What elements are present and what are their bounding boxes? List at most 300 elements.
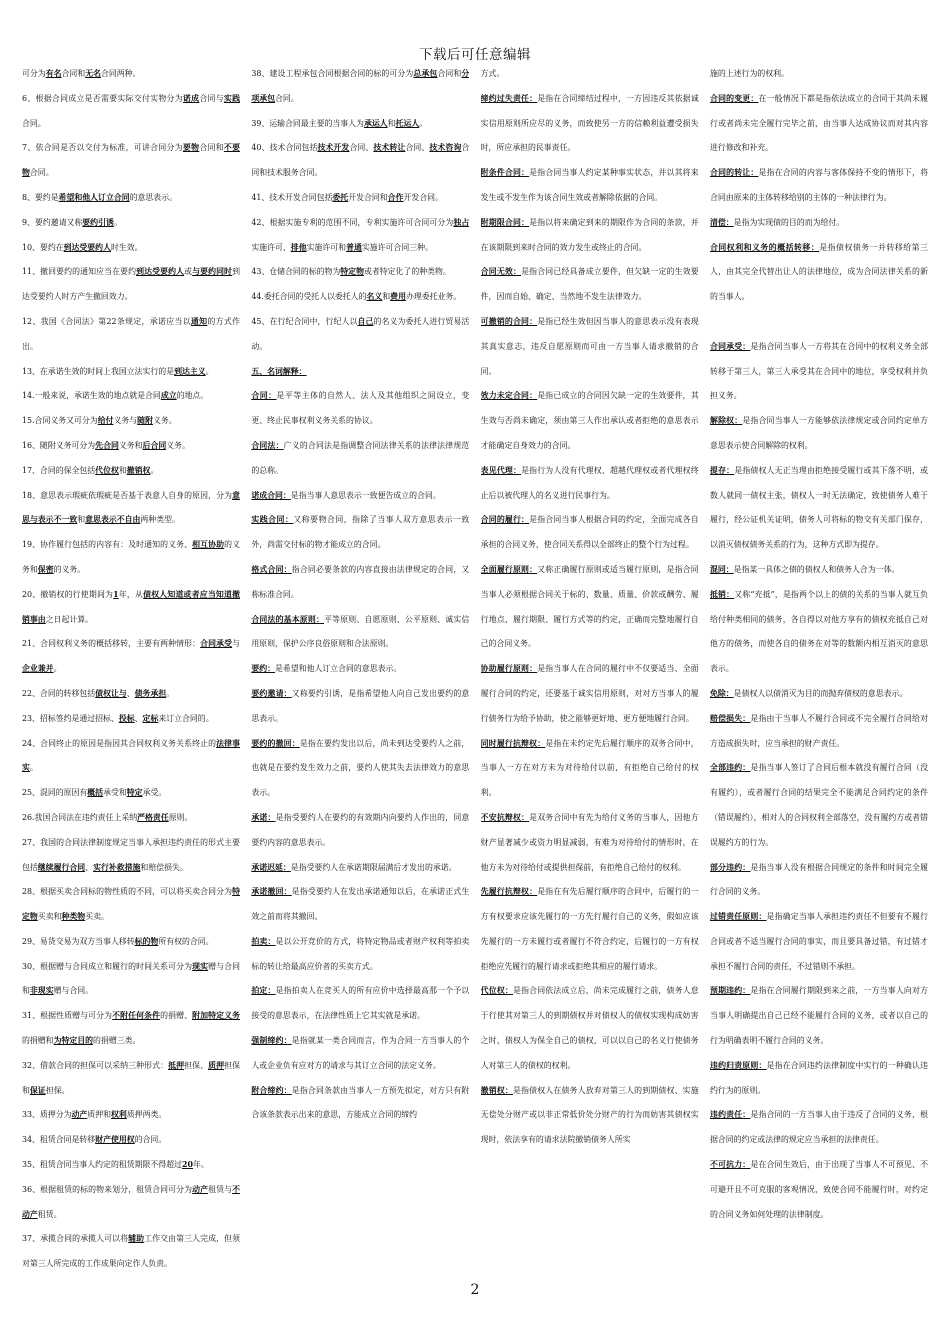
paragraph <box>481 260 699 310</box>
paragraph <box>22 880 240 930</box>
paragraph <box>481 211 699 261</box>
term-label: 要约的撤回： <box>251 738 300 748</box>
text-run: 买卖。 <box>85 912 109 922</box>
paragraph <box>710 1103 928 1153</box>
text-run: 质押两类。 <box>126 1110 167 1120</box>
paragraph <box>251 608 469 658</box>
text-run: 、 <box>134 713 143 723</box>
paragraph <box>481 806 699 880</box>
paragraph <box>710 856 928 906</box>
text-run: 是在合同生效后，由于出现了当事人不可预见、不可避开且不可克服的客观情况，致使合同不能履行时，对约定的合同义务如何处理的法律制度。 <box>709 1160 928 1219</box>
text-run: 年，从 <box>118 589 144 599</box>
text-run: 10、要约在 <box>22 242 64 252</box>
paragraph <box>22 707 240 732</box>
text-run: 是指债权债务一并转移给第三人，由其完全代替出让人的法律地位，成为合同法律关系的新的当事人。 <box>709 242 928 302</box>
paragraph <box>22 211 240 236</box>
text-run: 是指受要约人在要约的有效期内向要约人作出的，同意要约内容的意思表示。 <box>251 812 470 847</box>
term-label: 拍卖： <box>251 936 276 946</box>
answer-blank: 总承包 <box>413 69 438 78</box>
paragraph <box>251 434 469 484</box>
text-run: 合同、 <box>349 143 374 153</box>
paragraph <box>481 384 699 458</box>
term-label: 拍定： <box>251 986 276 996</box>
text-run: 的方式作出。 <box>22 316 240 351</box>
paragraph <box>481 62 699 87</box>
term-label: 协助履行原则： <box>480 664 538 674</box>
answer-blank: 无名 <box>85 69 101 78</box>
paragraph <box>251 806 469 856</box>
paragraph <box>22 136 240 186</box>
term-label: 预期违约： <box>709 986 751 996</box>
text-run: 或 <box>184 267 193 277</box>
paragraph <box>251 112 469 137</box>
term-label: 合同的转让： <box>709 168 759 178</box>
paragraph <box>22 1227 240 1277</box>
text-columns <box>22 62 928 1287</box>
term-label: 部分违约： <box>709 862 751 872</box>
text-run: 27、我国的合同法律制度规定当事人承担违约责任的形式主要包括 <box>22 837 240 872</box>
answer-blank: 随附 <box>137 416 153 426</box>
page-header: 下载后可任意编辑 <box>419 47 531 63</box>
text-run: 承受。 <box>142 788 167 798</box>
text-run: 义务。 <box>166 440 190 450</box>
text-run: 29、易货交易为双方当事人移转 <box>22 936 135 946</box>
paragraph <box>22 732 240 782</box>
text-run: 8、要约是 <box>22 192 59 202</box>
text-run: 是指拍卖人在竞买人的所有应价中选择最高那一个予以接受的意思表示，在法律性质上它其实就是承诺。 <box>251 986 470 1021</box>
term-label: 违约责任： <box>709 1110 751 1120</box>
text-run: 承受和 <box>103 788 127 798</box>
term-label: 格式合同： <box>251 564 292 574</box>
paragraph <box>22 955 240 1005</box>
text-run: 14.一般来说，承诺生效的地点就是合同 <box>22 391 161 401</box>
term-label: 全面履行原则： <box>480 564 538 574</box>
paragraph <box>251 682 469 732</box>
answer-blank: 委托 <box>332 192 349 202</box>
answer-blank: 希望和他人订立合同 <box>58 192 130 202</box>
text-run: 是指受要约人在承诺期限届满后才发出的承诺。 <box>290 862 457 872</box>
text-run: 、 <box>85 862 94 872</box>
answer-blank: 合作 <box>387 192 404 202</box>
text-run: 32、借款合同的担保可以采纳三种形式： <box>22 1060 169 1070</box>
text-run: 时生效。 <box>110 242 143 252</box>
answer-blank: 概括 <box>87 788 104 798</box>
text-run: 办理委托业务。 <box>405 292 462 302</box>
answer-blank: 代位权 <box>95 465 119 475</box>
term-label: 要约邀请： <box>251 688 292 698</box>
text-run: 是指就某一类合同而言，作为合同一方当事人的个人或企业负有应对方的请求与其订立合同的法定义务。 <box>251 1036 470 1070</box>
text-run: 。 <box>166 688 175 698</box>
term-label: 合同法的基本原则： <box>251 614 325 624</box>
answer-blank: 给付 <box>97 416 114 426</box>
answer-blank: 要约引诱 <box>82 217 114 227</box>
answer-blank: 后合同 <box>142 440 167 450</box>
text-run: 22、合同的转移包括 <box>22 688 96 698</box>
text-run: 36、根据租赁的标的物来划分，租赁合同可分为 <box>22 1184 193 1194</box>
paragraph <box>481 657 699 731</box>
text-run: 21、合同权利义务的概括移转，主要有两种情形： <box>22 639 201 649</box>
answer-blank: 相互协助 <box>192 540 225 550</box>
paragraph <box>251 979 469 1029</box>
term-label: 附合缔约： <box>251 1085 292 1095</box>
text-run: 合同与 <box>199 93 224 103</box>
answer-blank: 实行补救措施 <box>93 862 141 872</box>
text-run: 7、依合同是否以交付为标准，可讲合同分为 <box>22 143 183 153</box>
term-label: 表见代理： <box>480 465 522 475</box>
text-run: 实施许可合同三种。 <box>361 242 433 252</box>
text-run: 是指合同已经具备成立要件，但欠缺一定的生效要件，因而自始、确定、当然地不发生法律效力。 <box>480 267 699 302</box>
paragraph <box>22 260 240 310</box>
text-run: 是指某一具体之债的债权人和债务人合为一体。 <box>733 564 900 574</box>
term-label: 合同： <box>251 391 277 401</box>
term-label: 合同的变更： <box>709 93 759 103</box>
text-run: 41、技术开发合同包括 <box>251 192 333 202</box>
paragraph <box>22 806 240 831</box>
paragraph <box>710 236 928 310</box>
answer-blank: 质押 <box>208 1060 225 1070</box>
page-number: 2 <box>470 1282 480 1298</box>
answer-blank: 有名 <box>45 69 62 78</box>
term-label: 要约： <box>251 664 276 674</box>
text-run: 是指当事人意思表示一致便告成立的合同。 <box>290 490 441 500</box>
text-run: 来订立合同的。 <box>158 713 214 723</box>
text-run: 13、在承诺生效的时间上我国立法实行的是 <box>22 366 175 376</box>
term-label: 免除： <box>709 688 734 698</box>
text-run: 35、租赁合同当事人约定的租赁期限不得超过 <box>22 1160 182 1170</box>
paragraph <box>710 558 928 583</box>
answer-blank: 不要物 <box>22 143 240 178</box>
text-run: 之日起计算。 <box>45 614 94 624</box>
paragraph <box>22 186 240 211</box>
term-label: 不安抗辩权： <box>480 812 530 822</box>
text-run: 质押和 <box>87 1110 111 1120</box>
text-run: 两种类型。 <box>140 515 180 525</box>
term-label: 同时履行抗辩权： <box>480 738 546 748</box>
text-run: 是指合同的一方当事人由于违反了合同的义务，根据合同的约定或法律的规定应当承担的法律责任。 <box>709 1110 928 1145</box>
answer-blank: 先合同 <box>95 440 119 450</box>
answer-blank: 为特定目的 <box>53 1036 94 1046</box>
answer-blank: 现实 <box>192 961 209 971</box>
text-run: 是指行为人没有代理权、超越代理权或者代理权终止后以被代理人的名义进行民事行为。 <box>480 465 699 500</box>
text-run: 租赁。 <box>37 1209 62 1219</box>
text-run: 。 <box>150 465 159 475</box>
text-run: 是指在未约定先后履行顺序的双务合同中，当事人一方在对方未为对待给付以前，有拒绝自己给付的权利。 <box>480 738 699 798</box>
answer-blank: 排他 <box>290 242 307 252</box>
paragraph <box>710 87 928 161</box>
answer-blank: 自己 <box>357 316 374 326</box>
text-run: 。 <box>419 118 428 128</box>
answer-blank: 意思与表示不一致 <box>22 490 240 525</box>
term-label: 不可抗力： <box>709 1160 751 1170</box>
text-run: 和赔偿损失。 <box>140 862 188 872</box>
term-label: 诺成合同： <box>251 490 291 500</box>
paragraph <box>22 484 240 534</box>
paragraph <box>481 310 699 384</box>
paragraph <box>22 1054 240 1104</box>
paragraph <box>251 1029 469 1079</box>
text-run: 24、合同终止的原因是指因其合同权利义务关系终止的 <box>22 738 217 748</box>
text-run: 15.合同义务又可分为 <box>22 416 98 426</box>
answer-blank: 普通 <box>346 242 362 252</box>
term-label: 缔约过失责任： <box>480 93 538 103</box>
paragraph <box>22 930 240 955</box>
paragraph <box>481 880 699 979</box>
text-run: 是指债权人在债务人放弃对第三人的到期债权、实施无偿处分财产或以非正常低价处分财产的行为而妨害其债权实现时，依法享有的请求法院撤销债务人所实 <box>480 1085 699 1145</box>
text-run: 合同。 <box>275 93 299 103</box>
paragraph <box>251 360 469 385</box>
answer-blank: 企业兼并 <box>22 664 54 674</box>
term-label: 承诺迟延： <box>251 862 291 872</box>
paragraph <box>710 161 928 211</box>
text-run: 买卖和 <box>37 912 62 922</box>
answer-blank: 债权人知道或者应当知道撤销事由 <box>22 589 240 624</box>
text-run: 是指在要约发出以后，尚未到达受要约人之前，也就是在要约发生效力之前，要约人使其失去法律效力的意思表示。 <box>251 738 470 798</box>
answer-blank: 特定物 <box>340 267 364 277</box>
text-run: 在一般情况下都是指依法成立的合同于其尚未履行或者尚未完全履行完毕之前，由当事人达成协议而对其内容进行修改和补充。 <box>709 93 928 153</box>
paragraph <box>251 657 469 682</box>
text-run: 是指确定当事人承担违约责任不但要有不履行合同或者不适当履行合同的事实，而且要具备过错，有过错才承担不履行合同的责任，不过错则不承担。 <box>709 912 928 971</box>
answer-blank: 分项承包 <box>251 69 470 103</box>
answer-blank: 特定物 <box>22 887 240 922</box>
text-run: 是指合同当事人一方能够依法律规定或合同约定单方意思表示使合同解除的权利。 <box>709 416 928 450</box>
text-run: 是指当事人没有根据合同规定的条件和时间完全履行合同的义务。 <box>709 862 928 897</box>
answer-blank: 不附任何条件 <box>112 1011 161 1021</box>
term-label: 代位权： <box>480 986 513 996</box>
term-label: 全部违约： <box>709 763 751 773</box>
text-run: 实施许可、 <box>251 242 291 252</box>
text-run: 是指合同当事人一方将其在合同中的权利义务全部转移于第三人，第三人承受其在合同中的地位，享受权利并负担义务。 <box>709 341 928 401</box>
term-label: 混同： <box>709 564 734 574</box>
paragraph <box>710 756 928 855</box>
text-run: 16、随附义务可分为 <box>22 440 96 450</box>
term-label: 承诺： <box>251 812 276 822</box>
answer-blank: 诺成 <box>182 93 200 103</box>
text-run: 是以公开竞价的方式，将特定物品或者财产权利等拍卖标的转让给最高应价者的买卖方式。 <box>251 936 470 971</box>
term-label: 附条件合同： <box>480 168 530 178</box>
text-run: 是指在有先后履行顺序的合同中，后履行的一方有权要求应该先履行的一方先行履行自己的义务，假如应该先履行的一方未履行或者履行不符合约定，后履行的一方有权拒绝应先履行的履行请求或拒绝其相应的履行请求。 <box>480 887 699 971</box>
text-run: 开发合同。 <box>403 192 443 202</box>
text-run: 合同。 <box>29 168 54 178</box>
term-label: 强制缔约： <box>251 1036 292 1046</box>
text-run: 又称“充抵”，是指两个以上的债的关系的当事人就互负给付种类相同的债务，各自得以对他方享有的债权充抵自己对他方的债务，而使各自的债务在对等的数额内相互消灭的意思表示。 <box>709 589 928 674</box>
paragraph <box>710 211 928 236</box>
term-label: 合同承受： <box>709 341 751 351</box>
paragraph <box>251 558 469 608</box>
text-run: 40、技术合同包括 <box>251 143 318 153</box>
text-run: 又称要物合同，指除了当事人双方意思表示一致外，尚需交付标的物才能成立的合同。 <box>251 515 470 550</box>
paragraph <box>251 732 469 806</box>
text-run: 20、撤销权的行使期间为 <box>22 589 114 599</box>
paragraph <box>710 409 928 459</box>
term-label: 先履行抗辩权： <box>480 887 538 897</box>
text-run: 是希望和他人订立合同的意思表示。 <box>275 664 402 674</box>
term-label: 违约归责原则： <box>709 1060 767 1070</box>
paragraph <box>251 930 469 980</box>
column-2 <box>251 62 469 1287</box>
text-run: 和 <box>387 118 396 128</box>
text-run: 17、合同的保全包括 <box>22 465 96 475</box>
text-run: 又称要约引诱，是指希望他人向自己发出要约的意思表示。 <box>251 688 470 723</box>
term-label: 合同的履行： <box>480 515 530 525</box>
text-run: 是指合同当事人根据合同的约定，全面完成各自承担的合同义务，使合同关系得以全部终止的整个行为过程。 <box>480 515 699 550</box>
term-label: 赔偿损失： <box>709 713 751 723</box>
paragraph <box>481 459 699 509</box>
text-run: 合同、 <box>405 143 430 153</box>
answer-blank: 投标 <box>118 713 135 723</box>
text-run: 11、撤回要约的通知应当在要约 <box>22 267 137 277</box>
term-label: 抵销： <box>709 589 735 599</box>
answer-blank: 实践 <box>223 93 240 103</box>
paragraph <box>481 979 699 1078</box>
column-4 <box>710 62 928 1287</box>
paragraph <box>710 583 928 682</box>
text-run: 18、意思表示瑕疵依瑕疵是否基于表意人自身的原因，分为 <box>22 490 233 500</box>
column-1 <box>22 62 240 1287</box>
term-label: 提存： <box>709 465 735 475</box>
column-3 <box>481 62 699 1287</box>
text-run: 合同和 <box>437 69 462 78</box>
text-run: 45、在行纪合同中，行纪人以 <box>251 316 358 326</box>
term-label: 过错责任原则： <box>709 912 767 922</box>
answer-blank: 技术转让 <box>373 143 406 153</box>
answer-blank: 1 <box>113 589 119 599</box>
text-run: 是指当事人在合同的履行中不仅要适当、全面履行合同的约定，还要基于诚实信用原则，对对方当事人的履行债务行为给予协助，使之能够更好地、更方便地履行合同。 <box>480 664 699 723</box>
text-run: 23、招标签约是通过招标、 <box>22 713 119 723</box>
paragraph <box>710 459 928 558</box>
paragraph <box>251 260 469 285</box>
text-run: 担保。 <box>45 1085 70 1095</box>
paragraph <box>22 1103 240 1128</box>
answer-blank: 不动产 <box>22 1184 240 1219</box>
text-run: 。 <box>29 763 38 773</box>
paragraph <box>22 434 240 459</box>
paragraph <box>710 905 928 979</box>
text-run: 担保、 <box>184 1060 209 1070</box>
paragraph <box>251 310 469 360</box>
paragraph <box>251 484 469 509</box>
answer-blank: 到达受要约人 <box>63 242 111 252</box>
answer-blank: 费用 <box>390 292 406 302</box>
answer-blank: 辅助 <box>128 1234 145 1244</box>
text-run: 是指债权人无正当理由拒绝接受履行或其下落不明，或数人就同一债权主张，债权人一时无法确定，致使债务人难于履行，经公证机关证明，债务人可将标的物交有关部门保存，以消灭债权债务关系的行为，这种方式即为提存。 <box>709 465 928 550</box>
text-run: 是指受要约人在发出承诺通知以后，在承诺正式生效之前而将其撤回。 <box>251 887 470 922</box>
text-run: 所有权的合同。 <box>158 936 214 946</box>
text-run: 和 <box>77 515 86 525</box>
text-run: 。 <box>113 217 122 227</box>
text-run: 担保和 <box>22 1060 240 1095</box>
answer-blank: 财产使用权 <box>95 1135 135 1145</box>
text-run: 广义的合同法是指调整合同法律关系的法律法律规范的总称。 <box>251 440 470 475</box>
text-run: 方式。 <box>480 69 505 78</box>
text-run: 是指为实现债的目的而为给付。 <box>733 217 845 227</box>
text-run: 的名义为委托人进行贸易活动。 <box>251 316 470 351</box>
answer-blank: 与要约同时 <box>192 267 233 277</box>
paragraph <box>481 87 699 161</box>
paragraph <box>251 508 469 558</box>
text-run: 是指由于当事人不履行合同或不完全履行合同给对方造成损失时，应当承担的财产责任。 <box>709 713 928 748</box>
answer-blank: 五、名词解释： <box>251 366 307 376</box>
text-run: 的捐赠三类。 <box>93 1036 141 1046</box>
answer-blank: 意思表示不自由 <box>85 515 141 525</box>
text-run: 年。 <box>192 1160 209 1170</box>
text-run: 43、仓储合同的标的物为 <box>251 267 341 277</box>
answer-blank: 要物 <box>182 143 200 153</box>
text-run: 可分为 <box>22 69 46 78</box>
text-run: 44.委托合同的受托人以委托人的 <box>251 292 367 302</box>
paragraph <box>710 707 928 757</box>
term-label: 合同法： <box>251 440 284 450</box>
text-run: 的捐赠和 <box>22 1036 54 1046</box>
answer-blank: 技术开发 <box>317 143 350 153</box>
text-run: 赠与合同。 <box>53 986 94 996</box>
paragraph <box>251 1079 469 1129</box>
answer-blank: 继续履行合同 <box>37 862 86 872</box>
paragraph <box>22 1004 240 1054</box>
text-run: 33、质押分为 <box>22 1110 72 1120</box>
answer-blank: 托运人 <box>395 118 420 128</box>
text-run: 是平等主体的自然人、法人及其他组织之间设立，变更、终止民事权利义务关系的协议。 <box>251 391 470 426</box>
paragraph <box>22 360 240 385</box>
paragraph <box>481 1079 699 1153</box>
text-run: 是指在合同的内容与客体保持不变的情形下，将合同由原来的主体转移给别的主体的一种法律行为。 <box>709 168 928 202</box>
text-run: 。 <box>53 664 62 674</box>
answer-blank: 法律事实 <box>22 738 240 773</box>
text-run: 是指在合同违约法律制度中实行的一种确认违约行为的原则。 <box>709 1060 928 1095</box>
answer-blank: 名义 <box>366 292 383 302</box>
paragraph <box>22 533 240 583</box>
term-label: 撤销权： <box>480 1085 513 1095</box>
paragraph <box>22 1128 240 1153</box>
text-run: 是指已经生效但因当事人的意思表示没有表现其真实意志，违反自愿原则而可由一方当事人请求撤销的合同。 <box>480 316 699 376</box>
text-run: 是指合同当事人约定某种事实状态，并以其将来发生或不发生作为该合同生效或者解除依据的合同。 <box>480 168 699 202</box>
answer-blank: 附加特定义务 <box>192 1011 240 1021</box>
text-run: 9、要约邀请又称 <box>22 217 83 227</box>
paragraph <box>710 1054 928 1104</box>
answer-blank: 到达主义 <box>174 366 206 376</box>
text-run: 和 <box>382 292 391 302</box>
term-label: 可撤销的合同： <box>480 316 538 326</box>
text-run: 又称正确履行原则或适当履行原则，是指合同当事人必须根据合同关于标的、数量、质量、价款或酬劳、履行地点、履行期限、履行方式等的约定，正确而完整地履行自己的合同义务。 <box>480 564 699 649</box>
paragraph <box>22 1178 240 1228</box>
paragraph <box>251 62 469 112</box>
answer-blank: 定标 <box>142 713 159 723</box>
answer-blank: 特定 <box>126 788 143 798</box>
text-run: 工作交由第三人完成，但须对第三人所完成的工作成果向定作人负责。 <box>22 1234 240 1269</box>
text-run: 31、根据性质赠与可分为 <box>22 1011 113 1021</box>
text-run: 39、运输合同最主要的当事人为 <box>251 118 364 128</box>
text-run: 是指在合同履行期限到来之前，一方当事人向对方当事人明确提出自己已经不能履行合同的义务，或者以自己的行为明确表明不履行合同的义务。 <box>709 986 928 1046</box>
paragraph <box>22 87 240 137</box>
term-label: 清偿： <box>709 217 734 227</box>
paragraph <box>251 186 469 211</box>
text-run: 是指在合同缔结过程中，一方因违反其依据诚实信用原则所应尽的义务，而致使另一方的信赖利益遭受损失时，所应承担的民事责任。 <box>480 93 699 153</box>
term-label: 实践合同： <box>251 515 294 525</box>
text-run: 42、根据实施专利的范围不同，专利实施许可合同可分为 <box>251 217 454 227</box>
paragraph <box>710 682 928 707</box>
text-run: 义务。 <box>152 416 177 426</box>
text-run: 、 <box>126 688 135 698</box>
text-run: 30、根据赠与合同成立和履行的时间关系可分为 <box>22 961 193 971</box>
text-run: 34、租赁合同是转移 <box>22 1135 96 1145</box>
paragraph <box>22 1153 240 1178</box>
answer-blank: 动产 <box>71 1110 88 1120</box>
text-run: 37、承揽合同的承揽人可以将 <box>22 1234 129 1244</box>
text-run: 的意思表示。 <box>129 192 177 202</box>
text-run: 是债权人以债消灭为目的而抛弃债权的意思表示。 <box>733 688 908 698</box>
text-run: 实施许可和 <box>306 242 347 252</box>
text-run: 的义务和 <box>22 540 240 574</box>
answer-blank: 保证 <box>29 1085 46 1095</box>
